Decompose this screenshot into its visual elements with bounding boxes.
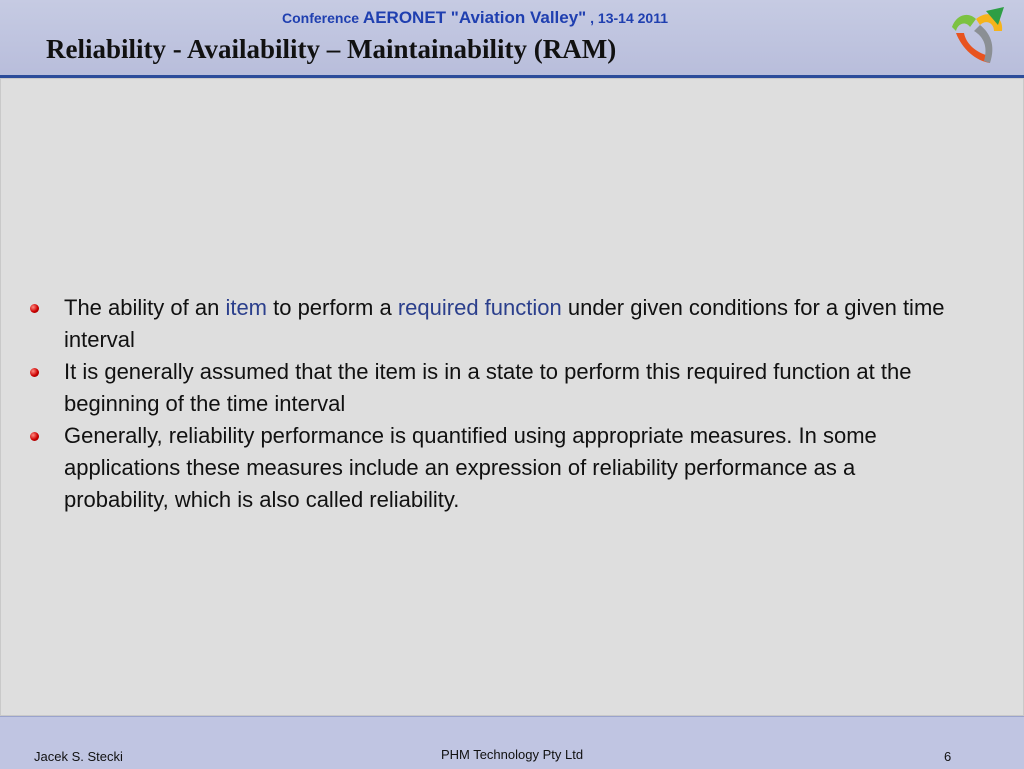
footer-company: PHM Technology Pty Ltd <box>440 747 584 762</box>
bullet-icon <box>30 432 39 441</box>
bullet-text: under given conditions for a given time interval <box>64 295 945 352</box>
bullet-list <box>30 292 960 516</box>
slide-footer <box>0 716 1024 769</box>
bullet-item <box>30 420 960 516</box>
page-number: 6 <box>944 749 952 764</box>
bullet-text: It is generally assumed that the item is in a state to perform this required function at the beginning of the time interval <box>64 359 912 416</box>
conference-line <box>0 8 950 28</box>
bullet-icon <box>30 368 39 377</box>
slide-title: Reliability - Availability – Maintainability (RAM) <box>46 34 617 64</box>
conference-name: AERONET "Aviation Valley" <box>362 8 587 27</box>
conference-date: , 13-14 2011 <box>590 10 668 26</box>
conference-prefix: Conference <box>282 10 360 26</box>
highlighted-term: required function <box>397 295 562 320</box>
company-logo-icon <box>946 5 1010 69</box>
bullet-text: The ability of an <box>64 295 226 320</box>
footer-author: Jacek S. Stecki <box>34 749 123 764</box>
highlighted-term: item <box>225 295 267 320</box>
bullet-item <box>30 292 960 356</box>
bullet-icon <box>30 304 39 313</box>
bullet-item <box>30 356 960 420</box>
bullet-text: to perform a <box>267 295 398 320</box>
slide-header <box>0 0 1024 77</box>
bullet-text: Generally, reliability performance is quantified using appropriate measures. In some applications these measures include an expression of reliability performance as a probability, which is also called reliability. <box>64 423 877 512</box>
